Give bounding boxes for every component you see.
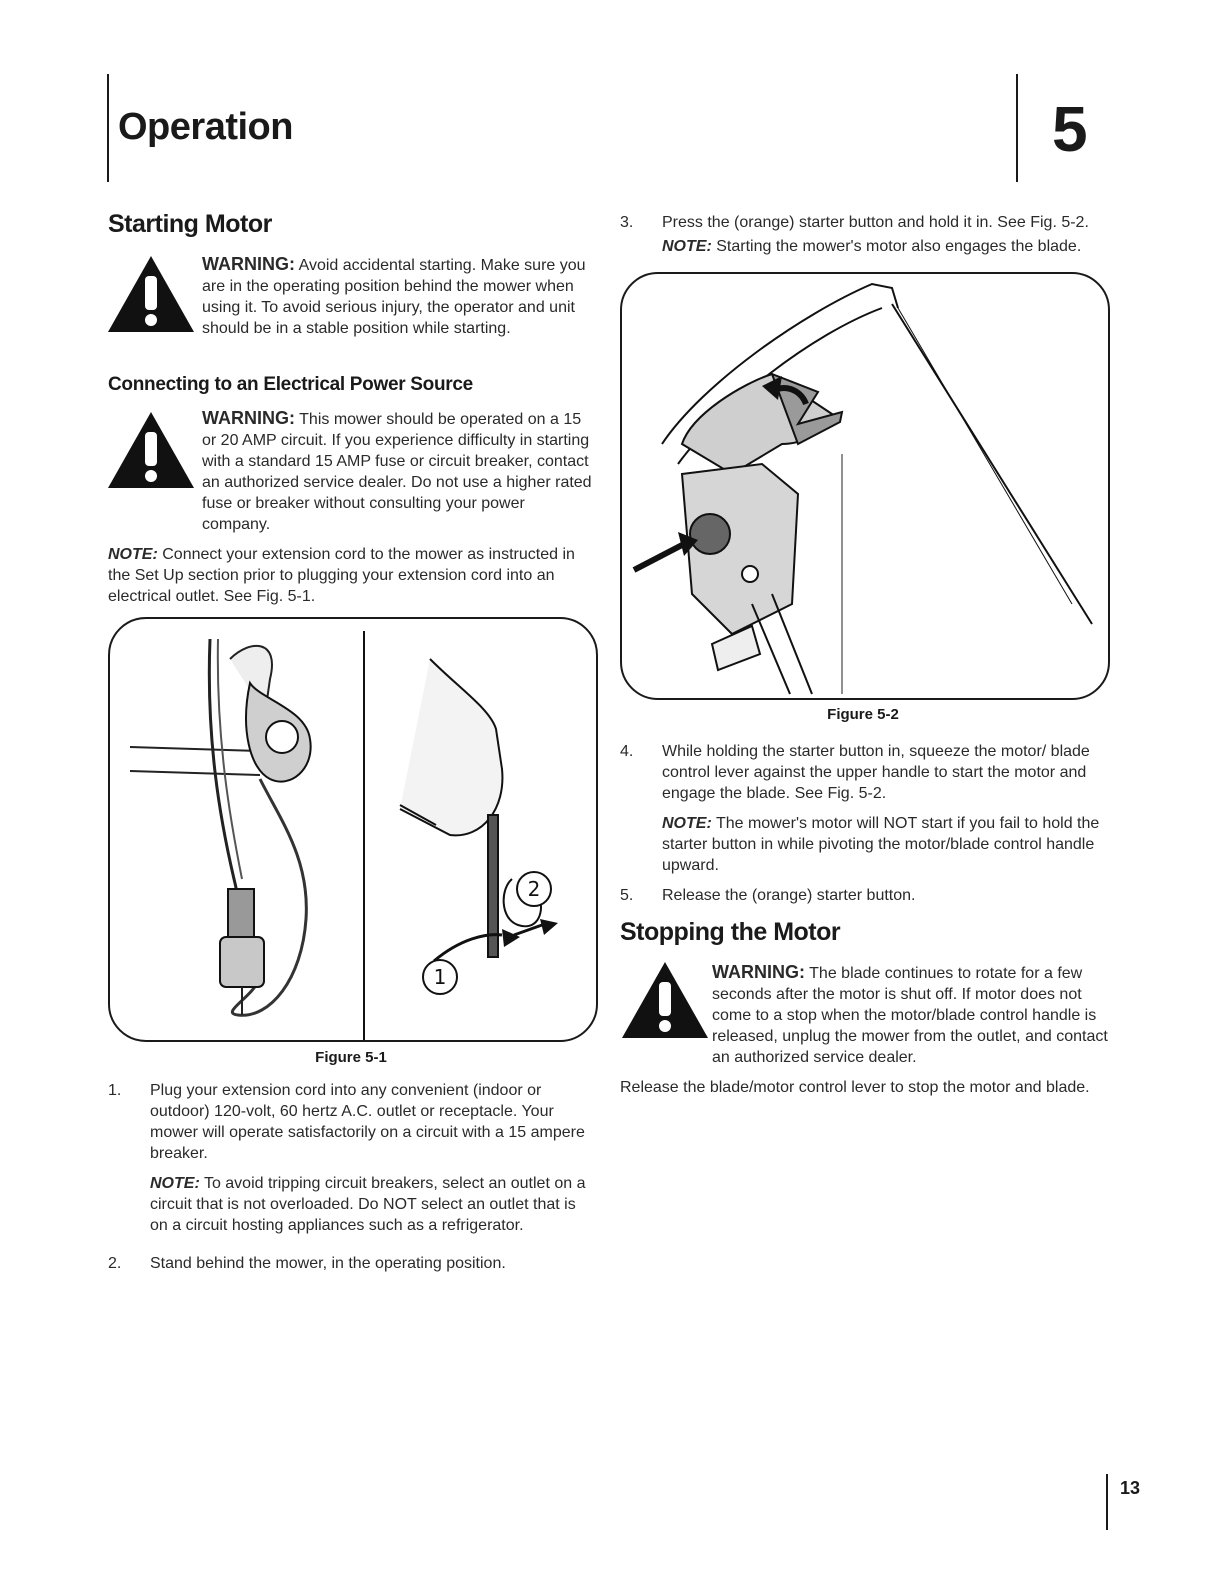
warning-text: Avoid accidental starting. Make sure you are in the operating position behind the mower when using it. To avoid serious injury, the operator and unit should be in a stable position while starting. (202, 257, 586, 337)
header-left-rule (107, 74, 109, 182)
figure-5-2-caption: Figure 5-2 (827, 706, 899, 723)
note-label: NOTE: (662, 238, 712, 255)
starting-motor-heading: Starting Motor (108, 210, 272, 238)
warning-triangle-icon (106, 254, 196, 334)
step-text: Stand behind the mower, in the operating position. (150, 1255, 506, 1272)
starter-button-illustration (622, 274, 1108, 698)
step-number: 2. (108, 1255, 122, 1272)
step-1 (108, 1080, 596, 1236)
note-label: NOTE: (662, 815, 712, 832)
callout-2: 2 (527, 877, 541, 901)
step-text: While holding the starter button in, squeeze the motor/ blade control lever against the upper handle to start the motor and engage the blade. See Fig. 5-2. (662, 743, 1090, 802)
step-number: 1. (108, 1082, 122, 1099)
note-text: The mower's motor will NOT start if you fail to hold the starter button in while pivoting the motor/blade control handle upward. (662, 815, 1100, 874)
note-text: Starting the mower's motor also engages the blade. (716, 238, 1082, 255)
warning-label: WARNING: (202, 254, 295, 274)
extension-cord-illustration (110, 619, 596, 1040)
step-3 (620, 212, 1120, 257)
step-note (150, 1173, 596, 1236)
step-number: 5. (620, 887, 634, 904)
note-text: To avoid tripping circuit breakers, select an outlet on a circuit that is not overloaded. Do NOT select an outlet that is on a circuit hosting appliances such as a refrigerator. (150, 1175, 586, 1234)
footer-rule (1106, 1474, 1108, 1530)
step-note (662, 813, 1120, 876)
warning-label: WARNING: (202, 408, 295, 428)
step-number: 4. (620, 743, 634, 760)
header-right-rule (1016, 74, 1018, 182)
stopping-motor-heading: Stopping the Motor (620, 918, 841, 946)
stopping-body: Release the blade/motor control lever to stop the motor and blade. (620, 1079, 1090, 1096)
figure-5-1-caption: Figure 5-1 (315, 1049, 387, 1066)
starting-warning (202, 254, 597, 339)
warning-text: This mower should be operated on a 15 or 20 AMP circuit. If you experience difficulty in starting with a standard 15 AMP fuse or circuit breaker, contact an authorized service dealer. Do not use a higher rated fuse or breaker without consulting your power company. (202, 411, 592, 533)
callout-1: 1 (433, 965, 447, 989)
chapter-number: 5 (1052, 93, 1088, 165)
power-warning (202, 408, 597, 535)
stopping-warning (712, 962, 1112, 1068)
warning-label: WARNING: (712, 962, 805, 982)
step-5 (620, 885, 1120, 906)
warning-text: The blade continues to rotate for a few seconds after the motor is shut off. If motor does not come to a stop when the motor/blade control handle is released, unplug the mower from the outlet, and contact an authorized service dealer. (712, 965, 1108, 1066)
page-number: 13 (1120, 1478, 1141, 1498)
step-text: Press the (orange) starter button and hold it in. See Fig. 5-2. (662, 214, 1089, 231)
figure-5-1 (108, 617, 598, 1042)
step-text: Plug your extension cord into any convenient (indoor or outdoor) 120-volt, 60 hertz A.C. outlet or receptacle. Your mower will operate satisfactorily on a circuit with a 15 ampere breaker. (150, 1082, 585, 1162)
step-note (662, 236, 1120, 257)
step-2 (108, 1253, 596, 1274)
step-text: Release the (orange) starter button. (662, 887, 916, 904)
note-text: Connect your extension cord to the mower as instructed in the Set Up section prior to plugging your extension cord into an electrical outlet. See Fig. 5-1. (108, 546, 575, 605)
section-title: Operation (118, 106, 293, 148)
warning-triangle-icon (106, 410, 196, 490)
warning-triangle-icon (620, 960, 710, 1040)
power-source-heading: Connecting to an Electrical Power Source (108, 374, 473, 395)
note-label: NOTE: (108, 546, 158, 563)
power-note (108, 544, 596, 607)
step-number: 3. (620, 214, 634, 231)
figure-5-2 (620, 272, 1110, 700)
note-label: NOTE: (150, 1175, 200, 1192)
step-4 (620, 741, 1120, 876)
